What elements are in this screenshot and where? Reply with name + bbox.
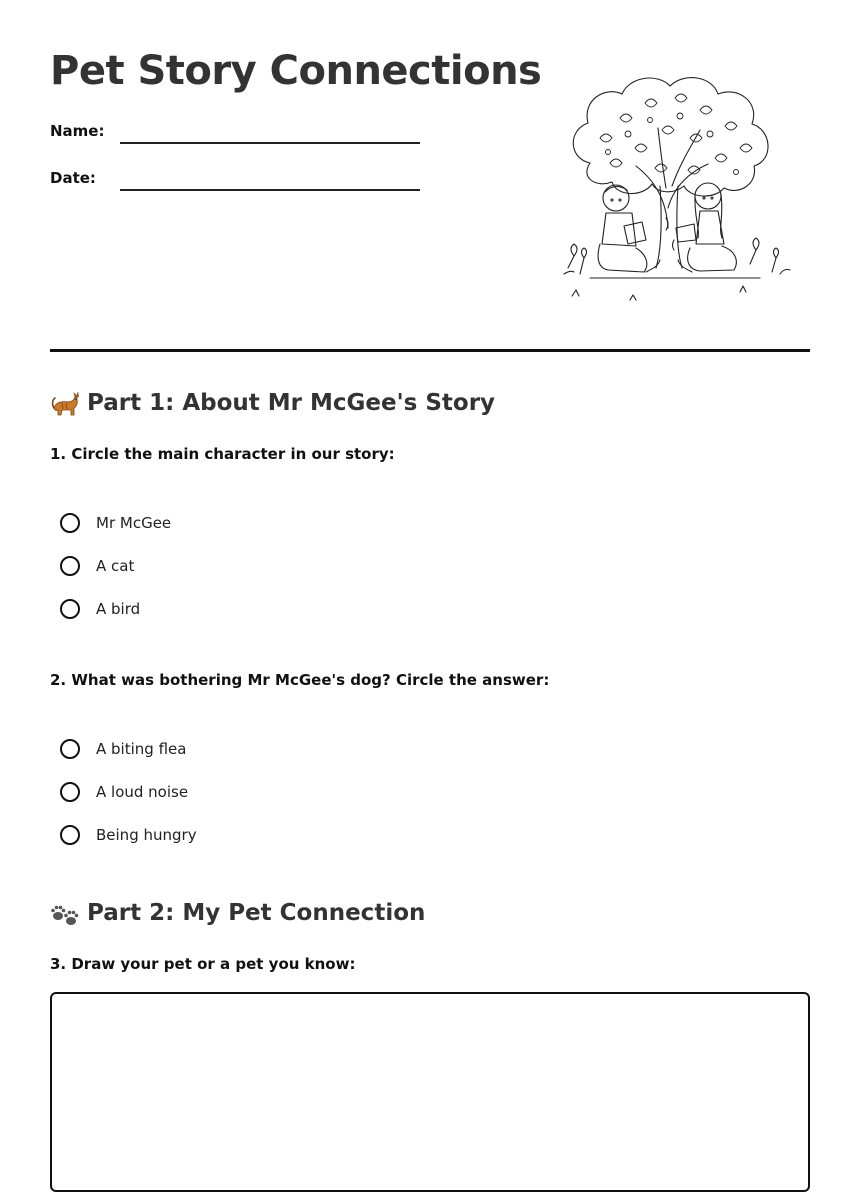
answer-circle[interactable]: [60, 556, 80, 576]
q1-option-a-cat[interactable]: [60, 553, 134, 579]
q1-option-mr-mcgee[interactable]: [60, 510, 171, 536]
children-reading-under-tree-illustration: [550, 68, 795, 308]
answer-circle[interactable]: [60, 825, 80, 845]
answer-circle[interactable]: [60, 782, 80, 802]
option-label: A loud noise: [96, 783, 189, 801]
option-label: A bird: [96, 600, 141, 618]
cat-emoji-icon: [50, 388, 80, 418]
paw-prints-emoji-icon: [50, 898, 80, 928]
worksheet-title: Pet Story Connections: [50, 48, 542, 94]
answer-circle[interactable]: [60, 513, 80, 533]
part2-heading-text: Part 2: My Pet Connection: [87, 900, 426, 926]
part1-heading: [50, 388, 495, 418]
question-2-prompt: 2. What was bothering Mr McGee's dog? Circle the answer:: [50, 671, 550, 689]
date-label: Date:: [50, 169, 96, 187]
q2-option-loud-noise[interactable]: [60, 779, 188, 805]
part2-heading: [50, 898, 425, 928]
pet-drawing-area[interactable]: [50, 992, 810, 1192]
question-1-prompt: 1. Circle the main character in our story:: [50, 445, 395, 463]
option-label: A biting flea: [96, 740, 187, 758]
q2-option-biting-flea[interactable]: [60, 736, 186, 762]
answer-circle[interactable]: [60, 739, 80, 759]
q1-option-a-bird[interactable]: [60, 596, 140, 622]
q2-option-being-hungry[interactable]: [60, 822, 197, 848]
header-divider: [50, 349, 810, 352]
question-3-prompt: 3. Draw your pet or a pet you know:: [50, 955, 356, 973]
name-write-line[interactable]: [120, 142, 420, 144]
option-label: Mr McGee: [96, 514, 172, 532]
answer-circle[interactable]: [60, 599, 80, 619]
option-label: Being hungry: [96, 826, 197, 844]
date-write-line[interactable]: [120, 189, 420, 191]
name-label: Name:: [50, 122, 105, 140]
option-label: A cat: [96, 557, 135, 575]
part1-heading-text: Part 1: About Mr McGee's Story: [87, 390, 496, 416]
